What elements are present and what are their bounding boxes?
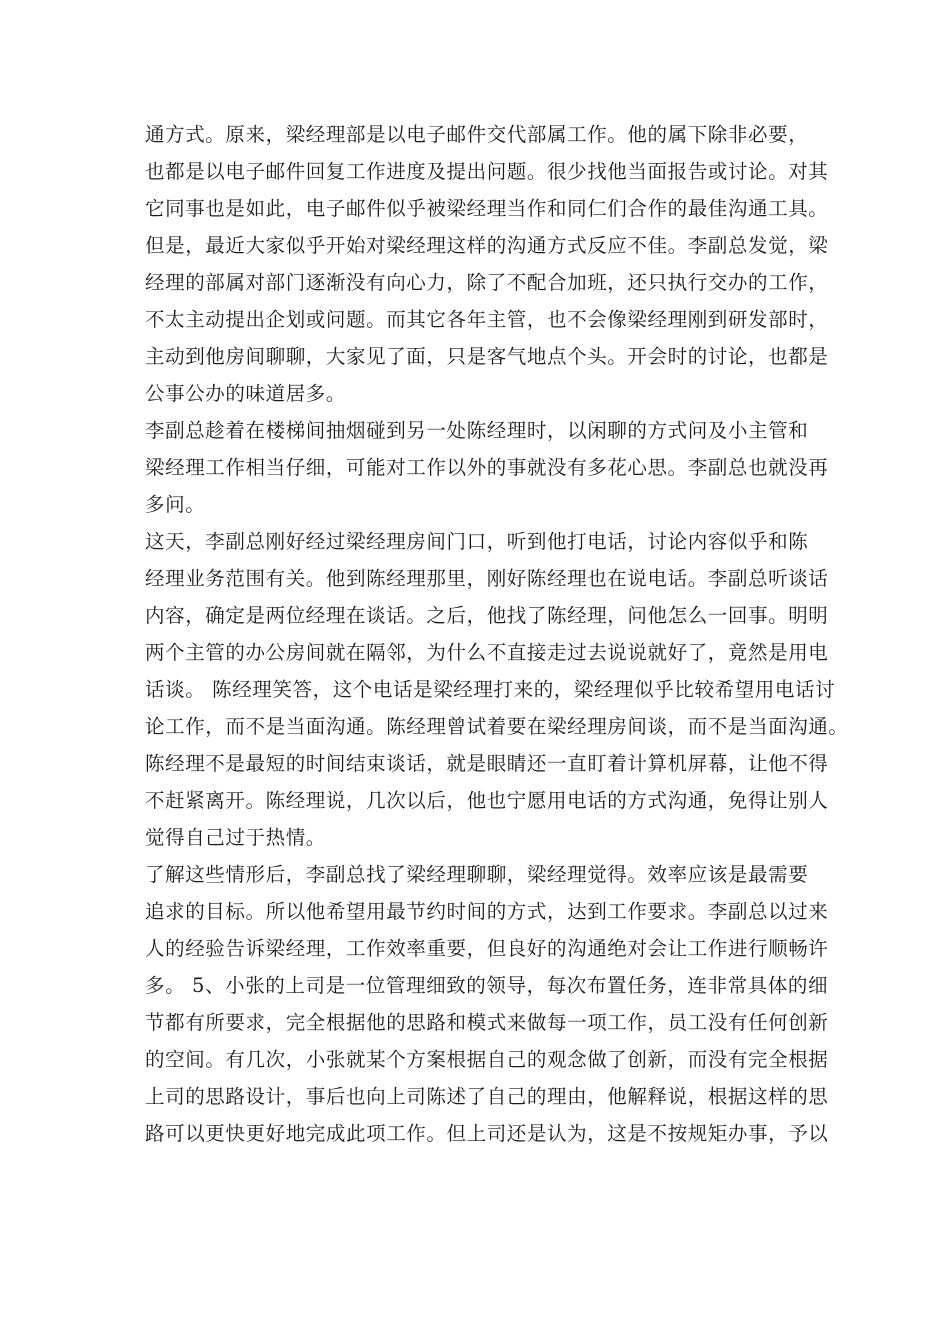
text-line: 了解这些情形后，李副总找了梁经理聊聊，梁经理觉得。效率应该是最需要 <box>145 863 809 886</box>
text-line: 追求的目标。所以他希望用最节约时间的方式，达到工作要求。李副总以过来 <box>145 900 829 923</box>
text-line: 两个主管的办公房间就在隔邻，为什么不直接走过去说说就好了，竟然是用电 <box>145 641 829 664</box>
text-line: 李副总趁着在楼梯间抽烟碰到另一处陈经理时，以闲聊的方式问及小主管和 <box>145 419 809 442</box>
text-line: 公事公办的味道居多。 <box>145 382 347 405</box>
text-line: 上司的思路设计，事后也向上司陈述了自己的理由，他解释说，根据这样的思 <box>145 1085 829 1108</box>
text-line: 路可以更快更好地完成此项工作。但上司还是认为，这是不按规矩办事，予以 <box>145 1122 829 1145</box>
text-line: 论工作，而不是当面沟通。陈经理曾试着要在梁经理房间谈，而不是当面沟通。 <box>145 715 849 738</box>
text-line: 这天，李副总刚好经过梁经理房间门口，听到他打电话，讨论内容似乎和陈 <box>145 530 809 553</box>
text-line: 觉得自己过于热情。 <box>145 826 326 849</box>
text-line: 话谈。 陈经理笑答，这个电话是梁经理打来的，梁经理似乎比较希望用电话讨 <box>145 678 836 701</box>
text-line: 人的经验告诉梁经理，工作效率重要，但良好的沟通绝对会让工作进行顺畅许 <box>145 937 829 960</box>
text-line: 经理的部属对部门逐渐没有向心力，除了不配合加班，还只执行交办的工作， <box>145 271 829 294</box>
text-line: 但是，最近大家似乎开始对梁经理这样的沟通方式反应不佳。李副总发觉，梁 <box>145 234 829 257</box>
text-line: 多问。 <box>145 493 206 516</box>
text-line: 也都是以电子邮件回复工作进度及提出问题。很少找他当面报告或讨论。对其 <box>145 160 829 183</box>
text-line: 多。 5、小张的上司是一位管理细致的领导，每次布置任务，连非常具体的细 <box>145 974 829 997</box>
text-line: 不赶紧离开。陈经理说，几次以后，他也宁愿用电话的方式沟通，免得让别人 <box>145 789 829 812</box>
text-line: 经理业务范围有关。他到陈经理那里，刚好陈经理也在说电话。李副总听谈话 <box>145 567 829 590</box>
text-line: 主动到他房间聊聊，大家见了面，只是客气地点个头。开会时的讨论，也都是 <box>145 345 829 368</box>
text-line: 的空间。有几次，小张就某个方案根据自己的观念做了创新，而没有完全根据 <box>145 1048 829 1071</box>
text-line: 梁经理工作相当仔细，可能对工作以外的事就没有多花心思。李副总也就没再 <box>145 456 829 479</box>
text-line: 不太主动提出企划或问题。而其它各年主管，也不会像梁经理刚到研发部时， <box>145 308 829 331</box>
text-line: 它同事也是如此，电子邮件似乎被梁经理当作和同仁们合作的最佳沟通工具。 <box>145 197 829 220</box>
text-line: 节都有所要求，完全根据他的思路和模式来做每一项工作，员工没有任何创新 <box>145 1011 829 1034</box>
text-line: 内容，确定是两位经理在谈话。之后，他找了陈经理，问他怎么一回事。明明 <box>145 604 829 627</box>
text-line: 通方式。原来，梁经理部是以电子邮件交代部属工作。他的属下除非必要， <box>145 123 809 146</box>
text-line: 陈经理不是最短的时间结束谈话，就是眼睛还一直盯着计算机屏幕，让他不得 <box>145 752 829 775</box>
